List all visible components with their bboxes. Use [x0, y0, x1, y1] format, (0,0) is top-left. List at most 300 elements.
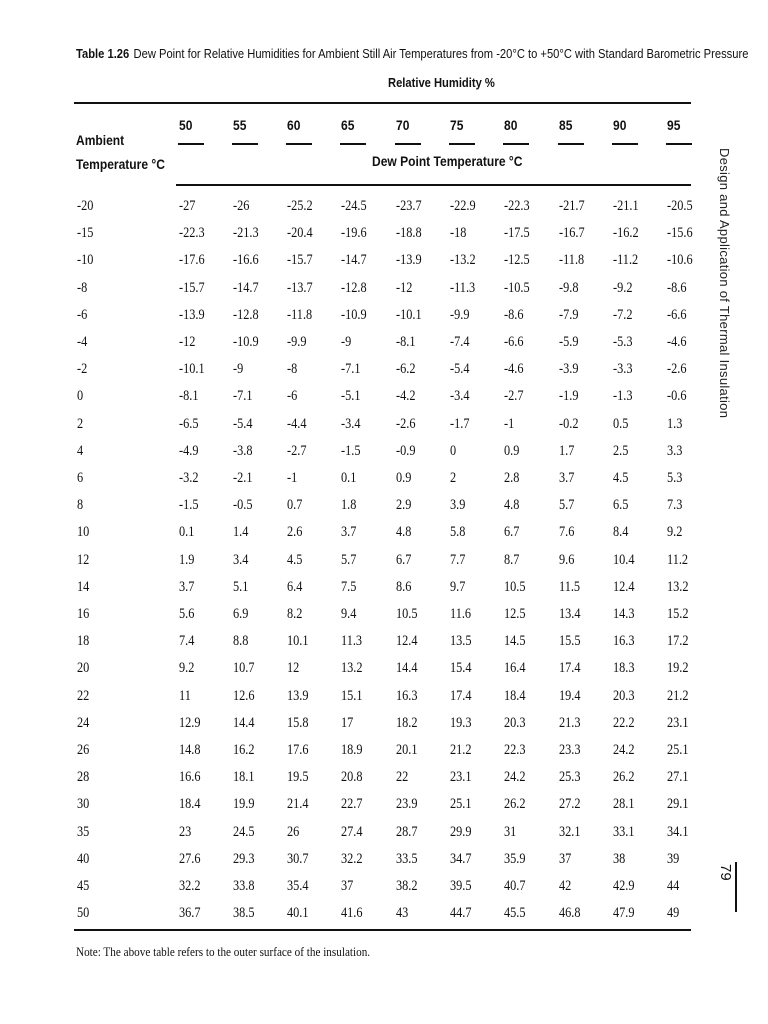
dew-point-cell: 34.1	[667, 823, 689, 840]
ambient-temperature-cell: 30	[77, 796, 90, 813]
dew-point-cell: 18.4	[179, 796, 201, 813]
ambient-temperature-cell: 28	[77, 769, 90, 786]
dew-point-cell: 1.3	[667, 415, 683, 432]
dew-point-cell: -5.9	[559, 334, 579, 350]
dew-point-cell: -19.6	[341, 225, 367, 242]
dew-point-cell: -12	[179, 334, 196, 350]
dew-point-cell: -22.3	[504, 198, 530, 214]
table-bottom-rule	[74, 929, 691, 931]
dew-point-cell: 17.4	[559, 660, 581, 677]
dew-point-cell: 18.9	[341, 742, 363, 758]
dew-point-cell: 5.1	[233, 578, 249, 595]
dew-point-cell: 12	[287, 660, 300, 677]
humidity-header-65: 65	[341, 117, 355, 133]
humidity-header-underline	[558, 143, 584, 145]
dew-point-cell: -13.7	[287, 279, 313, 296]
dew-point-cell: -8.1	[396, 334, 416, 350]
dew-point-cell: 19.4	[559, 687, 581, 704]
dew-point-cell: 47.9	[613, 905, 635, 922]
dew-point-cell: 21.2	[450, 742, 472, 758]
dew-point-cell: 23.1	[667, 714, 689, 731]
dew-point-cell: 11.5	[559, 578, 581, 595]
ambient-temperature-cell: -20	[77, 198, 94, 214]
dew-point-cell: 35.9	[504, 850, 526, 867]
dew-point-cell: 5.6	[179, 606, 195, 622]
dew-point-cell: 12.4	[396, 633, 418, 650]
dew-point-cell: -16.2	[613, 225, 639, 242]
dew-point-cell: 21.2	[667, 687, 689, 704]
dew-point-cell: 18.1	[233, 769, 255, 786]
dew-point-cell: 26	[287, 823, 300, 840]
dew-point-cell: 6.7	[504, 524, 520, 541]
table-note: Note: The above table refers to the outer surface of the insulation.	[76, 944, 371, 959]
humidity-header-underline	[340, 143, 366, 145]
ambient-temperature-cell: 45	[77, 878, 90, 894]
dew-point-cell: -10.1	[179, 361, 205, 378]
dew-point-cell: -2.7	[287, 442, 307, 459]
dew-point-cell: -3.2	[179, 470, 199, 486]
humidity-header-underline	[286, 143, 312, 145]
relative-humidity-header: Relative Humidity %	[388, 75, 495, 90]
dew-point-cell: 26.2	[613, 769, 635, 786]
dew-point-cell: 16.3	[396, 687, 418, 704]
dew-point-cell: 25.1	[450, 796, 472, 813]
dew-point-cell: 0.9	[396, 470, 412, 486]
dew-point-cell: -3.4	[341, 415, 361, 432]
humidity-header-90: 90	[613, 117, 627, 133]
humidity-header-95: 95	[667, 117, 681, 133]
dew-point-cell: 9.2	[667, 524, 683, 541]
dew-point-cell: 3.9	[450, 497, 466, 514]
dew-point-cell: -2.6	[396, 415, 416, 432]
dew-point-cell: 9.6	[559, 551, 575, 568]
dew-point-cell: 27.6	[179, 850, 201, 867]
dew-point-cell: 42.9	[613, 878, 635, 894]
dew-point-cell: -13.9	[396, 252, 422, 269]
dew-point-cell: 18.2	[396, 714, 418, 731]
dew-point-cell: -0.5	[233, 497, 253, 514]
dew-point-cell: 6.4	[287, 578, 303, 595]
dew-point-cell: 14.8	[179, 742, 201, 758]
ambient-temperature-cell: 20	[77, 660, 90, 677]
dew-point-cell: -7.1	[341, 361, 361, 378]
dew-point-cell: -14.7	[341, 252, 367, 269]
humidity-header-underline	[666, 143, 692, 145]
dew-point-cell: 13.2	[341, 660, 363, 677]
dew-point-cell: 13.9	[287, 687, 309, 704]
dew-point-cell: 8.4	[613, 524, 629, 541]
dew-point-cell: -12.8	[233, 306, 259, 323]
dew-point-cell: 28.1	[613, 796, 635, 813]
dew-point-cell: 31	[504, 823, 517, 840]
running-head	[712, 148, 732, 488]
dew-point-cell: 38.5	[233, 905, 255, 922]
dew-point-cell: 22	[396, 769, 409, 786]
dew-point-cell: 25.3	[559, 769, 581, 786]
dew-point-cell: 9.7	[450, 578, 466, 595]
dew-point-header: Dew Point Temperature °C	[372, 153, 523, 169]
dew-point-cell: -4.6	[504, 361, 524, 378]
humidity-header-75: 75	[450, 117, 464, 133]
dew-point-cell: 5.8	[450, 524, 466, 541]
dew-point-cell: -7.2	[613, 306, 633, 323]
humidity-header-80: 80	[504, 117, 518, 133]
ambient-temperature-cell: -4	[77, 334, 88, 350]
dew-point-cell: -21.1	[613, 198, 639, 214]
dew-point-cell: -5.1	[341, 388, 361, 405]
dew-point-cell: 33.1	[613, 823, 635, 840]
dew-point-cell: -8	[287, 361, 298, 378]
dew-point-cell: -3.3	[613, 361, 633, 378]
dew-point-cell: 0	[450, 442, 457, 459]
dew-point-cell: 41.6	[341, 905, 363, 922]
dew-point-cell: -13.2	[450, 252, 476, 269]
page-number-text: 79	[717, 864, 734, 881]
humidity-header-underline	[449, 143, 475, 145]
dew-point-cell: 30.7	[287, 850, 309, 867]
dew-point-cell: 38	[613, 850, 626, 867]
dew-point-cell: -7.9	[559, 306, 579, 323]
ambient-temperature-cell: 14	[77, 578, 90, 595]
dew-point-cell: 7.7	[450, 551, 466, 568]
dew-point-cell: 16.3	[613, 633, 635, 650]
dew-point-cell: 17	[341, 714, 354, 731]
dew-point-cell: 9.2	[179, 660, 195, 677]
dew-point-cell: -8.6	[504, 306, 524, 323]
dew-point-cell: 14.5	[504, 633, 526, 650]
dew-point-cell: 40.7	[504, 878, 526, 894]
dew-point-cell: -22.9	[450, 198, 476, 214]
dew-point-cell: 39	[667, 850, 680, 867]
dew-point-cell: 12.4	[613, 578, 635, 595]
dew-point-cell: 0.9	[504, 442, 520, 459]
dew-point-cell: -3.8	[233, 442, 253, 459]
ambient-temperature-cell: 50	[77, 905, 90, 922]
dew-point-cell: 27.1	[667, 769, 689, 786]
dew-point-cell: 1.7	[559, 442, 575, 459]
dew-point-cell: -15.6	[667, 225, 693, 242]
dew-point-cell: 12.5	[504, 606, 526, 622]
dew-point-cell: 7.3	[667, 497, 683, 514]
dew-point-cell: 33.8	[233, 878, 255, 894]
ambient-temperature-cell: 26	[77, 742, 90, 758]
dew-point-cell: 15.1	[341, 687, 363, 704]
dew-point-cell: 32.2	[179, 878, 201, 894]
dew-point-cell: -6.5	[179, 415, 199, 432]
dew-point-cell: 13.4	[559, 606, 581, 622]
dew-point-cell: -9.9	[287, 334, 307, 350]
dew-point-cell: 32.1	[559, 823, 581, 840]
dew-point-cell: -10.9	[233, 334, 259, 350]
dew-point-cell: 21.4	[287, 796, 309, 813]
dew-point-cell: -10.6	[667, 252, 693, 269]
dew-point-cell: 11.2	[667, 551, 689, 568]
dew-point-cell: 15.5	[559, 633, 581, 650]
dew-point-cell: -12.8	[341, 279, 367, 296]
ambient-temperature-cell: 8	[77, 497, 84, 514]
dew-point-cell: -2.7	[504, 388, 524, 405]
ambient-temperature-cell: 6	[77, 470, 84, 486]
dew-point-cell: 7.5	[341, 578, 357, 595]
dew-point-cell: 0.7	[287, 497, 303, 514]
dew-point-cell: -9	[341, 334, 352, 350]
dew-point-cell: -3.9	[559, 361, 579, 378]
dew-point-cell: -1.9	[559, 388, 579, 405]
dew-point-cell: 0.5	[613, 415, 629, 432]
dew-point-cell: 20.8	[341, 769, 363, 786]
dew-point-cell: 19.5	[287, 769, 309, 786]
humidity-header-70: 70	[396, 117, 410, 133]
dew-point-cell: 14.4	[233, 714, 255, 731]
dew-point-cell: 37	[341, 878, 354, 894]
dew-point-cell: -6.6	[667, 306, 687, 323]
dew-point-cell: 24.5	[233, 823, 255, 840]
dew-point-cell: -10.9	[341, 306, 367, 323]
dew-point-cell: 8.8	[233, 633, 249, 650]
dew-point-cell: 1.4	[233, 524, 249, 541]
dew-point-cell: -13.9	[179, 306, 205, 323]
table-header-rule	[176, 184, 691, 186]
dew-point-cell: -26	[233, 198, 250, 214]
dew-point-cell: 2.5	[613, 442, 629, 459]
dew-point-cell: 3.7	[179, 578, 195, 595]
dew-point-cell: -2.1	[233, 470, 253, 486]
dew-point-cell: 17.2	[667, 633, 689, 650]
ambient-temperature-cell: 35	[77, 823, 90, 840]
dew-point-cell: -14.7	[233, 279, 259, 296]
ambient-temperature-cell: -8	[77, 279, 88, 296]
dew-point-cell: 4.8	[504, 497, 520, 514]
dew-point-cell: 3.7	[559, 470, 575, 486]
ambient-temperature-cell: 40	[77, 850, 90, 867]
dew-point-cell: -2.6	[667, 361, 687, 378]
dew-point-cell: 43	[396, 905, 409, 922]
dew-point-cell: 5.7	[341, 551, 357, 568]
ambient-header-line1: Ambient	[76, 132, 125, 148]
dew-point-cell: 15.2	[667, 606, 689, 622]
dew-point-cell: -1	[504, 415, 515, 432]
dew-point-cell: 11	[179, 687, 191, 704]
table-top-rule	[74, 102, 691, 104]
dew-point-cell: -21.3	[233, 225, 259, 242]
dew-point-cell: -4.6	[667, 334, 687, 350]
dew-point-cell: -5.4	[450, 361, 470, 378]
humidity-header-underline	[503, 143, 529, 145]
dew-point-cell: 4.5	[287, 551, 303, 568]
dew-point-cell: 34.7	[450, 850, 472, 867]
dew-point-cell: 10.5	[396, 606, 418, 622]
dew-point-cell: 11.3	[341, 633, 363, 650]
dew-point-cell: 10.5	[504, 578, 526, 595]
dew-point-cell: -5.3	[613, 334, 633, 350]
dew-point-cell: -11.2	[613, 252, 639, 269]
dew-point-cell: 46.8	[559, 905, 581, 922]
dew-point-cell: 15.8	[287, 714, 309, 731]
dew-point-cell: 25.1	[667, 742, 689, 758]
dew-point-cell: -1.3	[613, 388, 633, 405]
dew-point-cell: 29.9	[450, 823, 472, 840]
dew-point-cell: 33.5	[396, 850, 418, 867]
dew-point-cell: 2.9	[396, 497, 412, 514]
dew-point-cell: 36.7	[179, 905, 201, 922]
ambient-temperature-cell: 2	[77, 415, 84, 432]
dew-point-cell: 24.2	[504, 769, 526, 786]
dew-point-cell: 12.6	[233, 687, 255, 704]
dew-point-cell: 40.1	[287, 905, 309, 922]
dew-point-cell: -6.6	[504, 334, 524, 350]
dew-point-cell: -10.1	[396, 306, 422, 323]
dew-point-cell: -5.4	[233, 415, 253, 432]
dew-point-cell: 38.2	[396, 878, 418, 894]
dew-point-cell: -20.5	[667, 198, 693, 214]
dew-point-cell: -7.4	[450, 334, 470, 350]
dew-point-cell: 37	[559, 850, 572, 867]
dew-point-cell: -1.5	[179, 497, 199, 514]
dew-point-cell: 8.2	[287, 606, 303, 622]
dew-point-cell: -21.7	[559, 198, 585, 214]
ambient-temperature-cell: -2	[77, 361, 88, 378]
ambient-temperature-cell: 12	[77, 551, 90, 568]
dew-point-cell: -10.5	[504, 279, 530, 296]
dew-point-cell: 3.7	[341, 524, 357, 541]
dew-point-cell: 1.8	[341, 497, 357, 514]
dew-point-cell: -9	[233, 361, 244, 378]
ambient-temperature-cell: -10	[77, 252, 94, 269]
dew-point-cell: 27.4	[341, 823, 363, 840]
humidity-header-underline	[178, 143, 204, 145]
dew-point-cell: -24.5	[341, 198, 367, 214]
dew-point-cell: -0.6	[667, 388, 687, 405]
dew-point-cell: 4.5	[613, 470, 629, 486]
dew-point-cell: -20.4	[287, 225, 313, 242]
dew-point-cell: -16.7	[559, 225, 585, 242]
dew-point-cell: 26.2	[504, 796, 526, 813]
table-caption-text: Dew Point for Relative Humidities for Ambient Still Air Temperatures from -20°C to +50°C with Standard Barometric Pressure	[133, 46, 749, 61]
dew-point-cell: -4.2	[396, 388, 416, 405]
dew-point-cell: 7.6	[559, 524, 575, 541]
dew-point-cell: -6	[287, 388, 298, 405]
dew-point-cell: -9.9	[450, 306, 470, 323]
dew-point-cell: -9.2	[613, 279, 633, 296]
dew-point-cell: 9.4	[341, 606, 357, 622]
ambient-temperature-cell: 16	[77, 606, 90, 622]
dew-point-cell: -17.6	[179, 252, 205, 269]
dew-point-cell: -8.1	[179, 388, 199, 405]
dew-point-cell: 14.3	[613, 606, 635, 622]
dew-point-cell: 24.2	[613, 742, 635, 758]
dew-point-cell: 39.5	[450, 878, 472, 894]
ambient-temperature-cell: 22	[77, 687, 90, 704]
humidity-header-underline	[395, 143, 421, 145]
dew-point-cell: -11.3	[450, 279, 476, 296]
dew-point-cell: -1.5	[341, 442, 361, 459]
dew-point-cell: 19.3	[450, 714, 472, 731]
dew-point-cell: 0.1	[341, 470, 357, 486]
dew-point-cell: 20.3	[613, 687, 635, 704]
dew-point-cell: 22.3	[504, 742, 526, 758]
dew-point-cell: -8.6	[667, 279, 687, 296]
ambient-temperature-cell: 0	[77, 388, 84, 405]
dew-point-cell: -0.2	[559, 415, 579, 432]
dew-point-cell: 10.4	[613, 551, 635, 568]
dew-point-cell: 17.6	[287, 742, 309, 758]
dew-point-cell: -12	[396, 279, 413, 296]
dew-point-cell: -22.3	[179, 225, 205, 242]
dew-point-cell: 45.5	[504, 905, 526, 922]
page-number	[714, 864, 734, 894]
dew-point-cell: 19.9	[233, 796, 255, 813]
ambient-temperature-cell: -6	[77, 306, 88, 323]
dew-point-cell: 44	[667, 878, 680, 894]
ambient-temperature-header	[76, 128, 165, 176]
dew-point-cell: -4.4	[287, 415, 307, 432]
dew-point-cell: 1.9	[179, 551, 195, 568]
table-caption	[76, 46, 749, 61]
dew-point-cell: -27	[179, 198, 196, 214]
dew-point-cell: 29.3	[233, 850, 255, 867]
ambient-temperature-cell: 18	[77, 633, 90, 650]
ambient-header-line2: Temperature °C	[76, 156, 165, 172]
humidity-header-underline	[612, 143, 638, 145]
dew-point-cell: -12.5	[504, 252, 530, 269]
dew-point-cell: 35.4	[287, 878, 309, 894]
dew-point-cell: -1	[287, 470, 298, 486]
dew-point-cell: 42	[559, 878, 572, 894]
dew-point-cell: 6.9	[233, 606, 249, 622]
dew-point-cell: 5.3	[667, 470, 683, 486]
dew-point-cell: 10.1	[287, 633, 309, 650]
dew-point-cell: 2.6	[287, 524, 303, 541]
dew-point-cell: -0.9	[396, 442, 416, 459]
dew-point-cell: 27.2	[559, 796, 581, 813]
dew-point-cell: -7.1	[233, 388, 253, 405]
humidity-header-50: 50	[179, 117, 193, 133]
dew-point-cell: 0.1	[179, 524, 195, 541]
dew-point-cell: -15.7	[287, 252, 313, 269]
dew-point-cell: 15.4	[450, 660, 472, 677]
dew-point-cell: -23.7	[396, 198, 422, 214]
dew-point-cell: 23.1	[450, 769, 472, 786]
dew-point-cell: -11.8	[287, 306, 313, 323]
dew-point-cell: 16.2	[233, 742, 255, 758]
dew-point-cell: 11.6	[450, 606, 472, 622]
dew-point-cell: 20.1	[396, 742, 418, 758]
dew-point-cell: 18.4	[504, 687, 526, 704]
running-head-text: Design and Application of Thermal Insulation	[717, 148, 732, 419]
dew-point-cell: 4.8	[396, 524, 412, 541]
dew-point-cell: 5.7	[559, 497, 575, 514]
ambient-temperature-cell: 10	[77, 524, 90, 541]
dew-point-cell: 7.4	[179, 633, 195, 650]
dew-point-cell: 17.4	[450, 687, 472, 704]
dew-point-cell: 19.2	[667, 660, 689, 677]
dew-point-cell: 18.3	[613, 660, 635, 677]
dew-point-cell: 8.7	[504, 551, 520, 568]
dew-point-cell: 16.4	[504, 660, 526, 677]
dew-point-cell: 44.7	[450, 905, 472, 922]
humidity-header-85: 85	[559, 117, 573, 133]
dew-point-cell: 22.7	[341, 796, 363, 813]
dew-point-cell: -18	[450, 225, 467, 242]
dew-point-cell: 23	[179, 823, 192, 840]
dew-point-cell: 28.7	[396, 823, 418, 840]
dew-point-cell: 3.4	[233, 551, 249, 568]
dew-point-cell: 13.2	[667, 578, 689, 595]
dew-point-cell: 6.7	[396, 551, 412, 568]
ambient-temperature-cell: 24	[77, 714, 90, 731]
dew-point-cell: -9.8	[559, 279, 579, 296]
ambient-temperature-cell: -15	[77, 225, 94, 242]
